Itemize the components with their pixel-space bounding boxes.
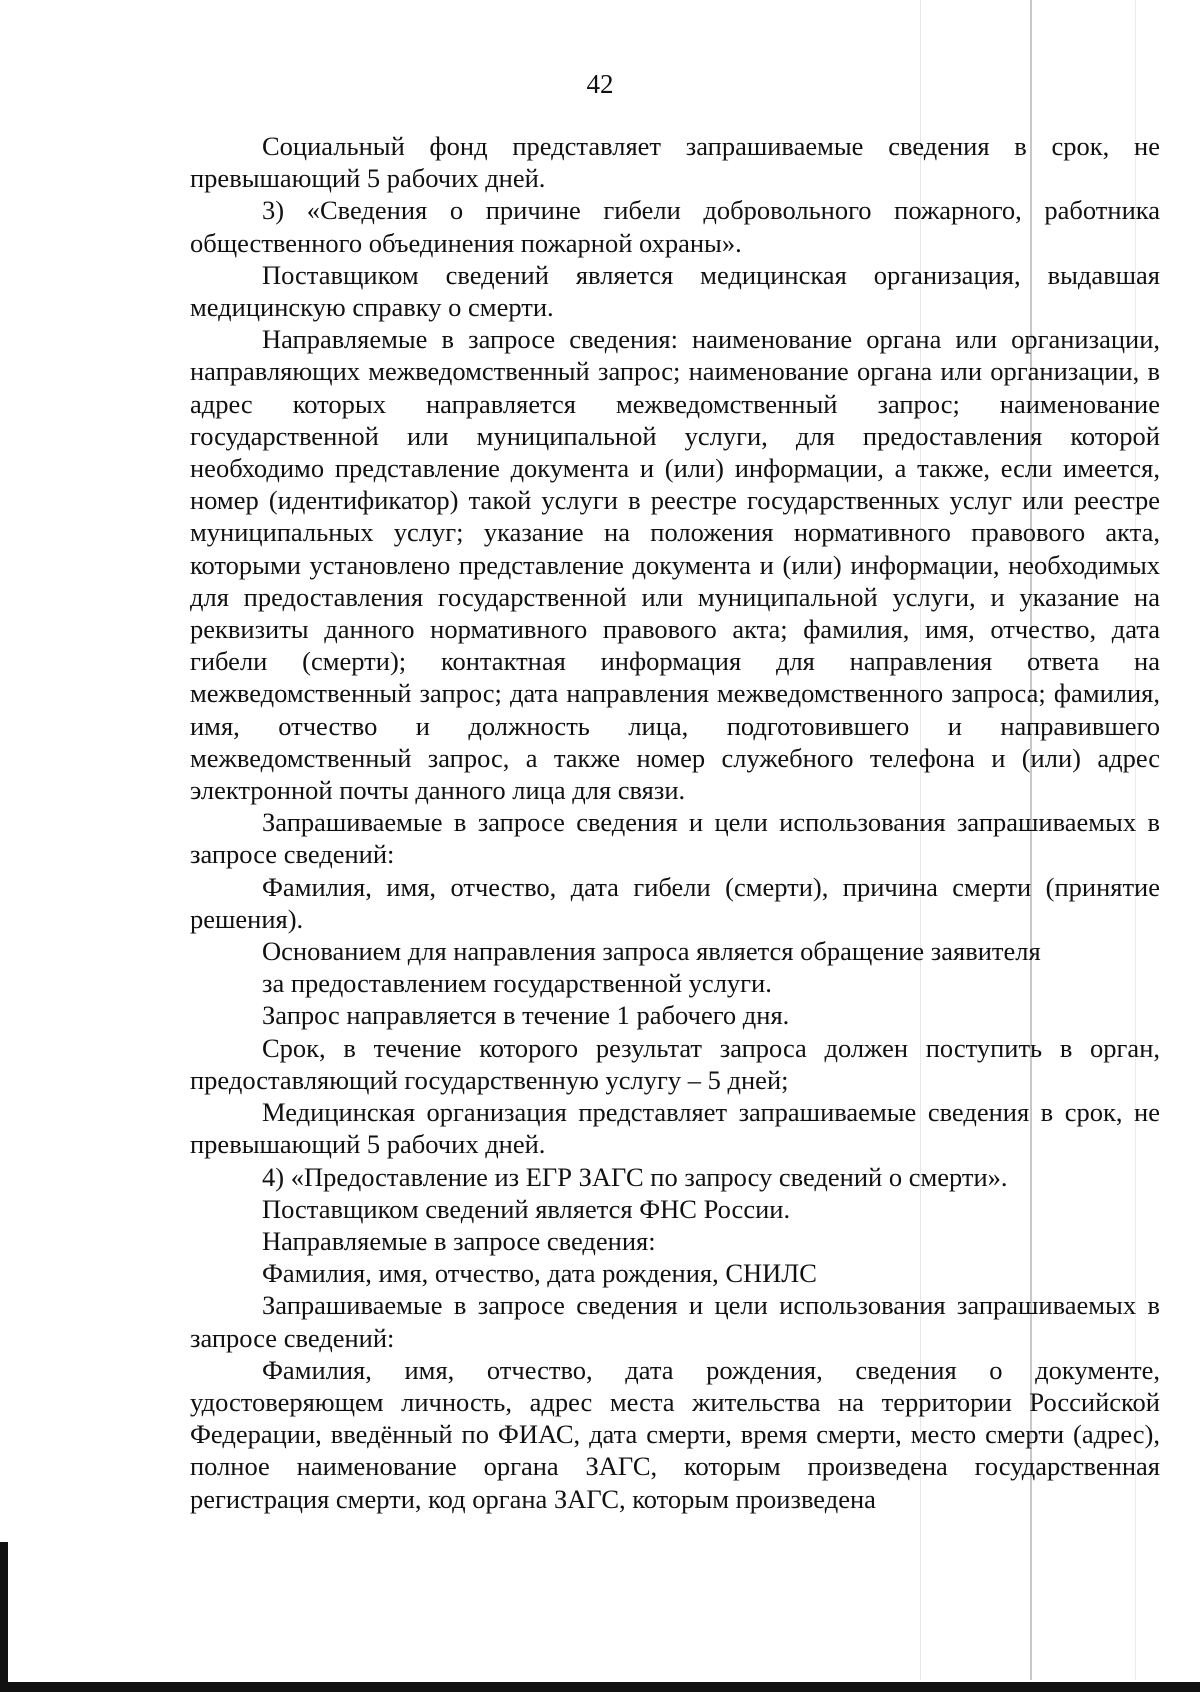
scan-border bbox=[0, 1542, 8, 1692]
paragraph: Запрашиваемые в запросе сведения и цели использования запрашиваемых в запросе сведений: bbox=[190, 1290, 1160, 1353]
paragraph: Направляемые в запросе сведения: bbox=[262, 1225, 656, 1256]
page-number: 42 bbox=[586, 69, 614, 99]
paragraph: Поставщиком сведений является медицинская организация, выдавшая медицинскую справку о смерти. bbox=[190, 259, 1160, 323]
scan-border bbox=[0, 1682, 1200, 1692]
paragraph: 3) «Сведения о причине гибели добровольного пожарного, работника общественного объединения пожарной охраны». bbox=[190, 195, 1160, 258]
paragraph: Срок, в течение которого результат запроса должен поступить в орган, предоставляющий государственную услугу – 5 дней; bbox=[190, 1032, 1160, 1095]
paragraph: Запрашиваемые в запросе сведения и цели использования запрашиваемых в запросе сведений: bbox=[190, 807, 1160, 870]
paragraph: Социальный фонд представляет запрашиваемые сведения в срок, не превышающий 5 рабочих дней. bbox=[190, 131, 1160, 194]
document-body bbox=[190, 130, 1160, 1515]
paragraph: Поставщиком сведений является ФНС России. bbox=[262, 1193, 791, 1224]
paragraph: за предоставлением государственной услуги. bbox=[262, 968, 772, 999]
paragraph: Фамилия, имя, отчество, дата гибели (смерти), причина смерти (принятие решения). bbox=[190, 871, 1160, 934]
paragraph: 4) «Предоставление из ЕГР ЗАГС по запросу сведений о смерти». bbox=[262, 1161, 1008, 1192]
paragraph: Медицинская организация представляет запрашиваемые сведения в срок, не превышающий 5 рабочих дней. bbox=[190, 1097, 1160, 1160]
paragraph: Фамилия, имя, отчество, дата рождения, СНИЛС bbox=[262, 1258, 817, 1289]
paragraph: Запрос направляется в течение 1 рабочего дня. bbox=[262, 1000, 790, 1031]
paragraph: Направляемые в запросе сведения: наименование органа или организации, направляющих межведомственный запрос; наименование органа или организации, в адрес которых направляется межведомственный запрос; наименование государственной или муниципальной услуги, для предоставления которой необходимо представление документа и (или) информации, а также, если имеется, номер (идентификатор) такой услуги в реестре государственных услуг или реестре муниципальных услуг; указание на положения нормативного правового акта, которыми установлено представление документа и (или) информации, необходимых для предоставления государственной или муниципальной услуги, и указание на реквизиты данного нормативного правового акта; фамилия, имя, отчество, дата гибели (смерти); контактная информация для направления ответа на межведомственный запрос; дата направления межведомственного запроса; фамилия, имя, отчество и должность лица, подготовившего и направившего межведомственный запрос, а также номер служебного телефона и (или) адрес электронной почты данного лица для связи. bbox=[190, 324, 1160, 806]
paragraph: Фамилия, имя, отчество, дата рождения, сведения о документе, удостоверяющем личность, адрес места жительства на территории Российской Федерации, введённый по ФИАС, дата смерти, время смерти, место смерти (адрес), полное наименование органа ЗАГС, которым произведена государственная регистрация смерти, код органа ЗАГС, которым произведена bbox=[190, 1354, 1160, 1514]
paragraph: Основанием для направления запроса является обращение заявителя bbox=[262, 936, 1041, 967]
